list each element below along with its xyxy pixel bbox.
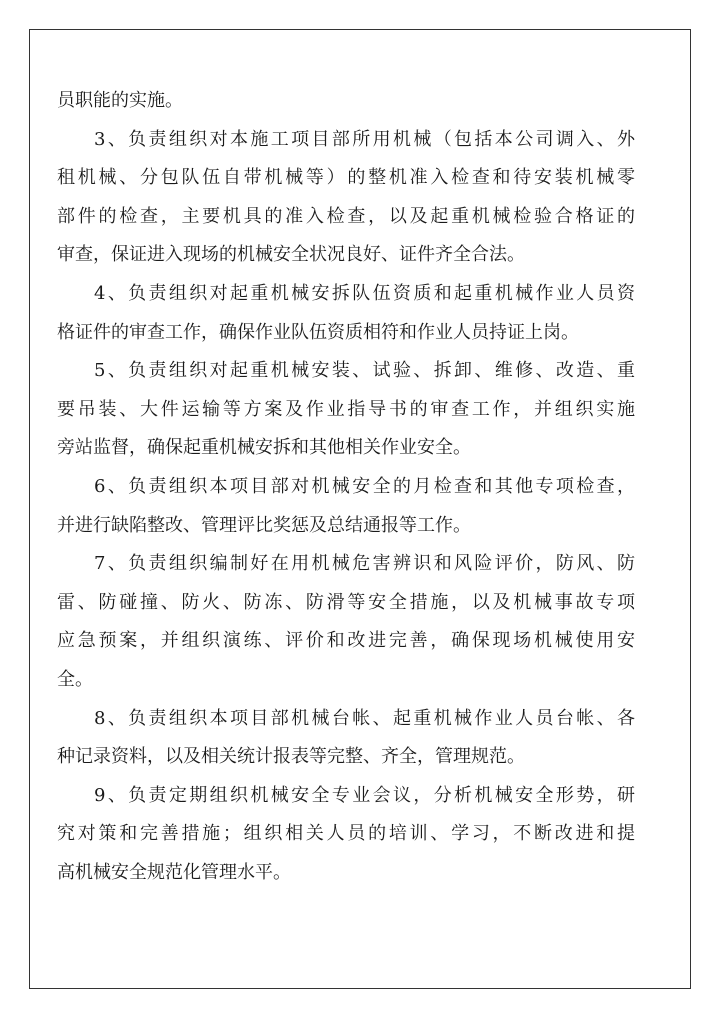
paragraph-item-5 — [57, 352, 635, 468]
document-body — [57, 82, 635, 892]
text-line: 应急预案，并组织演练、评价和改进完善，确保现场机械使用安 — [57, 630, 635, 652]
text-line: 7、负责组织编制好在用机械危害辨识和风险评价，防风、防 — [94, 553, 635, 575]
text-line: 租机械、分包队伍自带机械等）的整机准入检查和待安装机械零 — [57, 167, 635, 189]
text-line: 要吊装、大件运输等方案及作业指导书的审查工作，并组织实施 — [57, 398, 635, 420]
paragraph-item-9 — [57, 777, 635, 893]
text-line: 9、负责定期组织机械安全专业会议，分析机械安全形势，研 — [94, 784, 635, 806]
paragraph-item-3 — [57, 121, 635, 275]
text-line: 5、负责组织对起重机械安装、试验、拆卸、维修、改造、重 — [94, 360, 635, 382]
text-line: 6、负责组织本项目部对机械安全的月检查和其他专项检查， — [94, 475, 635, 497]
paragraph-item-4 — [57, 275, 635, 352]
text-line: 3、负责组织对本施工项目部所用机械（包括本公司调入、外 — [94, 128, 635, 150]
text-line: 审查，保证进入现场的机械安全状况良好、证件齐全合法。 — [57, 244, 525, 266]
text-line: 8、负责组织本项目部机械台帐、起重机械作业人员台帐、各 — [94, 707, 635, 729]
paragraph-continuation — [57, 82, 635, 121]
text-line: 格证件的审查工作，确保作业队伍资质相符和作业人员持证上岗。 — [57, 321, 579, 343]
text-line: 旁站监督，确保起重机械安拆和其他相关作业安全。 — [57, 437, 471, 459]
text-line: 全。 — [57, 668, 93, 690]
text-line: 4、负责组织对起重机械安拆队伍资质和起重机械作业人员资 — [94, 282, 635, 304]
text-line: 雷、防碰撞、防火、防冻、防滑等安全措施，以及机械事故专项 — [57, 591, 635, 613]
text-line: 并进行缺陷整改、管理评比奖惩及总结通报等工作。 — [57, 514, 471, 536]
paragraph-item-8 — [57, 700, 635, 777]
paragraph-item-6 — [57, 468, 635, 545]
text-line: 高机械安全规范化管理水平。 — [57, 861, 291, 883]
text-line: 员职能的实施。 — [57, 90, 183, 111]
text-line: 种记录资料，以及相关统计报表等完整、齐全，管理规范。 — [57, 746, 525, 768]
text-line: 究对策和完善措施；组织相关人员的培训、学习，不断改进和提 — [57, 823, 635, 845]
text-line: 部件的检查，主要机具的准入检查，以及起重机械检验合格证的 — [57, 205, 635, 227]
paragraph-item-7 — [57, 545, 635, 699]
